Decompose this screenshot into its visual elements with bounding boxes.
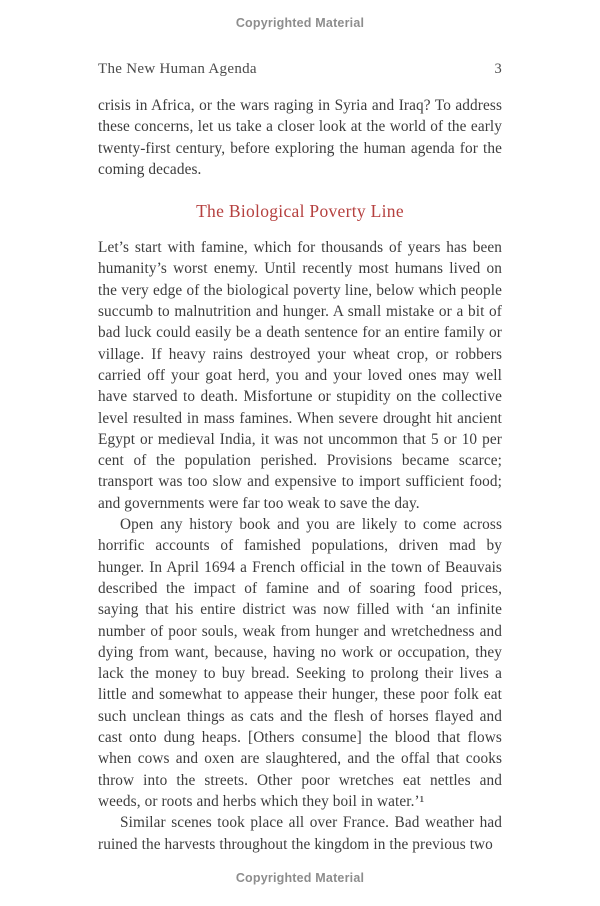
copyright-notice-top: Copyrighted Material xyxy=(235,16,365,30)
page-number: 3 xyxy=(494,61,502,77)
body-paragraph: Similar scenes took place all over France. Bad weather had ruined the harvests throughout the kingdom in the previous two xyxy=(98,814,502,853)
running-header-title: The New Human Agenda xyxy=(98,61,257,77)
body-paragraph: Let’s start with famine, which for thousands of years has been humanity’s worst enemy. Until recently most humans lived on the very edge of the biological poverty line, below which people succumb to malnutrition and hunger. A small mistake or a bit of bad luck could easily be a death sentence for an entire family or village. If heavy rains destroyed your wheat crop, or robbers carried off your goat herd, you and your loved ones may well have starved to death. Misfortune or stupidity on the collective level resulted in mass famines. When severe drought hit ancient Egypt or medieval India, it was not uncommon that 5 or 10 per cent of the population perished. Provisions became scarce; transport was too slow and expensive to import sufficient food; and governments were far too weak to save the day. xyxy=(98,239,502,512)
page-body xyxy=(98,61,502,855)
copyright-notice-bottom: Copyrighted Material xyxy=(235,871,365,885)
running-header xyxy=(98,61,502,78)
section-heading: The Biological Poverty Line xyxy=(196,201,404,222)
body-paragraph: Open any history book and you are likely to come across horrific accounts of famished populations, driven mad by hunger. In April 1694 a French official in the town of Beauvais described the impact of famine and of soaring food prices, saying that his entire district was now filled with ‘an infinite number of poor souls, weak from hunger and wretchedness and dying from want, because, having no work or occupation, they lack the money to buy bread. Seeking to prolong their lives a little and somewhat to appease their hunger, these poor folk eat such unclean things as cats and the flesh of horses flayed and cast onto dung heaps. [Others consume] the blood that flows when cows and oxen are slaughtered, and the offal that cooks throw into the streets. Other poor wretches eat nettles and weeds, or roots and herbs which they boil in water.’¹ xyxy=(98,516,502,810)
body-paragraph-intro: crisis in Africa, or the wars raging in Syria and Iraq? To address these concerns, let us take a closer look at the world of the early twenty-first century, before exploring the human agenda for the coming decades. xyxy=(98,97,502,178)
body-text xyxy=(98,95,502,855)
